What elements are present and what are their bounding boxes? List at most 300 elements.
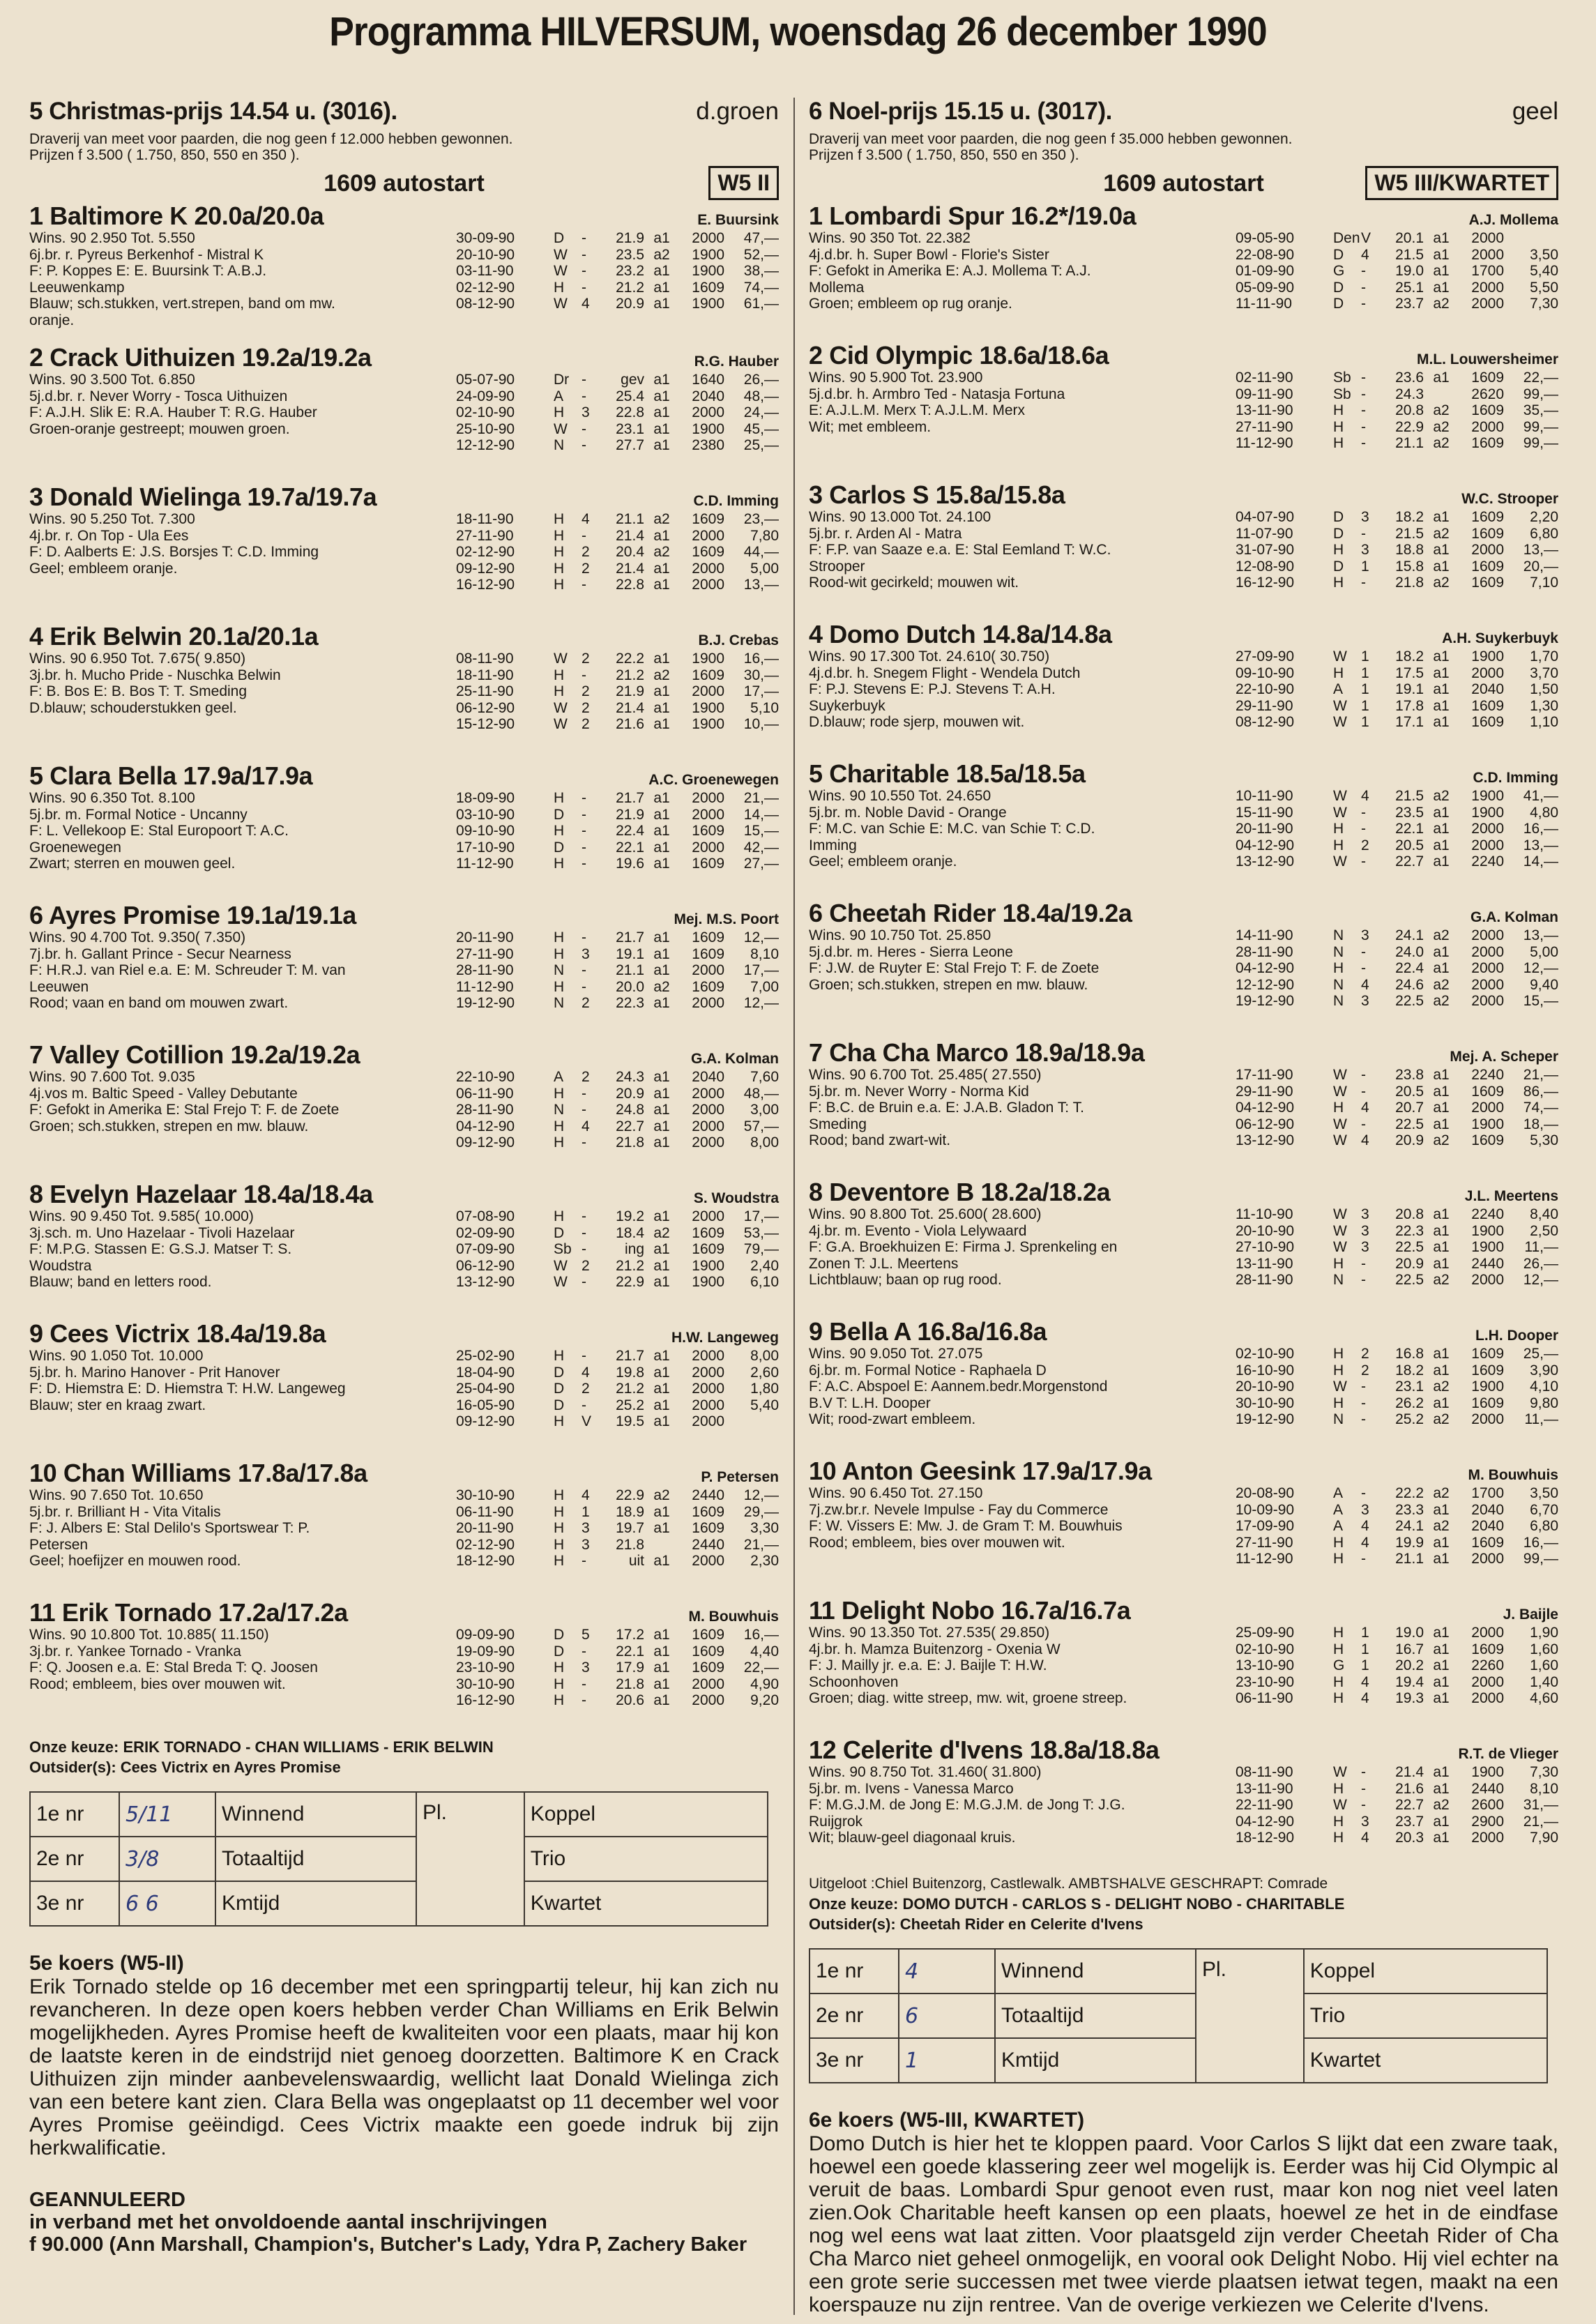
horse-info-line: Groen; embleem op rug oranje. — [809, 296, 1012, 312]
result-cell: - — [1361, 853, 1366, 869]
result-row — [456, 230, 779, 247]
result-cell: W — [554, 296, 568, 312]
result-cell: 08-12-90 — [1236, 714, 1295, 730]
result-cell: - — [1361, 960, 1366, 976]
horse-name: 4 Erik Belwin 20.1a/20.1a — [29, 622, 319, 651]
horse-info-line: 5j.br. m. Ivens - Vanessa Marco — [809, 1780, 1014, 1797]
result-cell: Dr — [554, 372, 570, 388]
result-cell: 13,— — [1523, 927, 1558, 943]
result-cell: a1 — [1433, 1083, 1450, 1100]
result-cell: - — [1361, 1395, 1366, 1411]
result-cell: H — [1333, 418, 1344, 435]
horse-info-line: 4j.d.br. h. Snegem Flight - Wendela Dutch — [809, 664, 1081, 681]
horse-details — [809, 509, 1558, 605]
result-cell: 1609 — [692, 856, 724, 872]
horse-entry — [809, 1736, 1558, 1860]
result-cell: 17,— — [743, 683, 779, 699]
horse-info-line: Lichtblauw; baan op rug rood. — [809, 1272, 1002, 1288]
result-cell: 03-10-90 — [456, 806, 515, 823]
result-cell: W — [1333, 1083, 1347, 1100]
result-cell: 1609 — [1471, 1132, 1504, 1148]
horse-info-line: F: F.P. van Saaze e.a. E: Stal Eemland T: W.C. — [809, 542, 1111, 558]
result-cell: V — [582, 1413, 592, 1429]
horse-info — [29, 1627, 455, 1692]
result-cell: a1 — [653, 1660, 670, 1676]
result-cell: 26.2 — [1395, 1395, 1424, 1411]
recent-results — [1236, 1764, 1558, 1846]
result-cell: a1 — [653, 230, 670, 246]
result-cell: H — [554, 1208, 565, 1224]
result-cell: H — [554, 683, 565, 699]
result-cell: 20,— — [1523, 558, 1558, 575]
column-divider — [793, 98, 795, 2315]
result-row — [1236, 927, 1558, 944]
result-row — [456, 263, 779, 280]
result-cell: N — [554, 1102, 565, 1118]
result-cell: - — [1361, 279, 1366, 296]
result-cell: 21.1 — [616, 962, 644, 978]
result-row — [456, 1643, 779, 1660]
result-cell: H — [554, 544, 565, 560]
result-cell: D — [1333, 279, 1344, 296]
result-cell: 4 — [1361, 1690, 1369, 1706]
result-cell: 22.2 — [616, 651, 644, 667]
horse-info-line: 7j.zw.br.r. Nevele Impulse - Fay du Commerce — [809, 1501, 1109, 1518]
race-conditions: Draverij van meet voor paarden, die nog geen f 12.000 hebben gewonnen. — [29, 131, 513, 147]
result-cell: a1 — [653, 962, 670, 978]
result-cell: N — [1333, 1411, 1344, 1427]
result-cell: 2000 — [692, 1102, 724, 1118]
result-cell: - — [1361, 263, 1366, 279]
result-cell: H — [554, 511, 565, 527]
result-cell — [1424, 386, 1459, 403]
horse-info-line: Smeding — [809, 1116, 867, 1132]
bet-type-label: Koppel — [524, 1792, 768, 1837]
result-cell: 28-11-90 — [1236, 1272, 1293, 1288]
result-cell: - — [582, 372, 586, 388]
horse-info-line: Zonen T: J.L. Meertens — [809, 1255, 959, 1272]
result-cell: 20.3 — [1395, 1830, 1424, 1846]
result-cell: a1 — [653, 856, 670, 872]
result-cell: 13-12-90 — [1236, 853, 1295, 869]
result-cell: 06-11-90 — [456, 1085, 514, 1102]
handwritten-number: 5/11 — [119, 1792, 215, 1837]
result-cell: 2000 — [692, 1118, 724, 1134]
result-row — [1236, 1518, 1558, 1535]
result-cell: 1700 — [1471, 263, 1504, 279]
result-cell: 2040 — [1471, 1518, 1504, 1534]
result-cell: - — [582, 1692, 586, 1708]
result-cell: 2240 — [1471, 1067, 1504, 1083]
result-cell: 22.9 — [616, 1487, 644, 1503]
betting-form — [809, 1948, 1548, 2083]
result-cell: 22.3 — [616, 995, 644, 1011]
recent-results — [456, 790, 779, 872]
result-cell: 3 — [1361, 1222, 1369, 1239]
result-cell: 22.5 — [1395, 1272, 1424, 1288]
horse-info-line: Wins. 90 350 Tot. 22.382 — [809, 230, 971, 246]
result-cell: a2 — [1433, 418, 1450, 435]
result-cell: 1609 — [1471, 1346, 1504, 1362]
result-cell: A — [1333, 681, 1344, 697]
result-cell: H — [1333, 1673, 1344, 1690]
result-row — [1236, 435, 1558, 452]
result-cell: 22.1 — [1395, 821, 1424, 837]
race-title: 6 Noel-prijs 15.15 u. (3017). — [809, 98, 1112, 125]
horse-entry — [29, 483, 779, 607]
result-cell: a1 — [653, 790, 670, 806]
result-cell: 04-07-90 — [1236, 509, 1295, 525]
result-cell: 18-09-90 — [456, 790, 515, 806]
result-cell: 09-12-90 — [456, 560, 515, 577]
result-cell: a1 — [653, 823, 670, 839]
result-cell: 2040 — [1471, 681, 1504, 697]
result-cell: 17.1 — [1395, 714, 1424, 730]
race-conditions: Prijzen f 3.500 ( 1.750, 850, 550 en 350 ). — [29, 147, 300, 163]
horse-info-line: Rood; embleem, bies over mouwen wit. — [29, 1676, 286, 1692]
result-cell: 2 — [582, 716, 590, 732]
result-cell: 24.1 — [1395, 1518, 1424, 1534]
result-cell: 2 — [582, 544, 590, 560]
horse-name: 7 Cha Cha Marco 18.9a/18.9a — [809, 1038, 1145, 1067]
result-cell: 18.2 — [1395, 509, 1424, 525]
result-cell: 1609 — [1471, 558, 1504, 575]
horse-info — [809, 1485, 1234, 1551]
result-cell: 23.7 — [1395, 1813, 1424, 1830]
result-cell: - — [1361, 296, 1366, 312]
result-cell: 2000 — [1471, 960, 1504, 976]
result-cell: 15-12-90 — [456, 716, 515, 732]
result-cell: - — [582, 1085, 586, 1102]
horse-trainer: G.A. Kolman — [690, 1051, 779, 1067]
result-cell: 2000 — [1471, 1411, 1504, 1427]
result-cell: a1 — [653, 929, 670, 945]
result-cell: 15.8 — [1395, 558, 1424, 575]
result-cell: 3,50 — [1530, 1485, 1558, 1501]
result-cell: 17.9 — [616, 1660, 644, 1676]
recent-results — [1236, 230, 1558, 312]
bet-type-label: Kwartet — [1304, 2038, 1547, 2083]
result-cell: 27-10-90 — [1236, 1239, 1295, 1255]
horse-trainer: M. Bouwhuis — [1468, 1467, 1558, 1483]
horse-name: 6 Cheetah Rider 18.4a/19.2a — [809, 899, 1132, 927]
result-cell: a2 — [1433, 525, 1450, 542]
result-cell: 20.5 — [1395, 1083, 1424, 1100]
result-cell: 22-10-90 — [1236, 681, 1295, 697]
horse-details — [29, 651, 779, 747]
result-row — [456, 1520, 779, 1537]
result-cell: 27-11-90 — [1236, 418, 1293, 435]
result-row — [1236, 821, 1558, 837]
result-cell: 25.2 — [616, 1397, 644, 1413]
result-cell: 3,30 — [750, 1520, 779, 1536]
result-row — [456, 683, 779, 700]
horse-trainer: C.D. Imming — [693, 493, 779, 509]
result-cell: - — [1361, 1379, 1366, 1395]
result-cell: 16,— — [743, 1627, 779, 1643]
horse-details — [29, 372, 779, 468]
result-cell: 17.5 — [1395, 664, 1424, 681]
result-row — [1236, 247, 1558, 264]
result-row — [456, 511, 779, 528]
result-cell: 28-11-90 — [1236, 943, 1293, 960]
horse-trainer: A.J. Mollema — [1468, 212, 1558, 228]
result-cell: 22.8 — [616, 404, 644, 420]
result-cell: W — [1333, 1239, 1347, 1255]
result-row — [456, 979, 779, 996]
result-cell: 1609 — [692, 667, 724, 683]
horse-info-line: Rood; band zwart-wit. — [809, 1132, 951, 1148]
result-cell: 11,— — [1524, 1411, 1558, 1427]
result-row — [1236, 1830, 1558, 1846]
result-cell: 1900 — [692, 246, 724, 263]
result-row — [456, 1627, 779, 1643]
horse-info-line: 4j.br. m. Evento - Viola Lelywaard — [809, 1222, 1027, 1239]
result-cell: a1 — [1433, 370, 1450, 386]
result-cell: 2000 — [692, 962, 724, 978]
result-cell: H — [1333, 1362, 1344, 1379]
result-cell: 19.0 — [1395, 1625, 1424, 1641]
result-cell: a1 — [1433, 821, 1450, 837]
result-cell: 20-10-90 — [1236, 1222, 1295, 1239]
result-cell: 57,— — [743, 1118, 779, 1134]
result-cell: - — [1361, 1780, 1366, 1797]
result-cell: W — [1333, 697, 1347, 714]
result-cell: a1 — [653, 1520, 670, 1536]
result-cell: 24-09-90 — [456, 388, 515, 404]
result-cell: W — [554, 716, 568, 732]
cancelled-reason: in verband met het onvoldoende aantal inschrijvingen — [29, 2211, 547, 2233]
result-cell: 1609 — [692, 1643, 724, 1660]
result-cell: 04-12-90 — [1236, 837, 1295, 853]
result-row — [456, 1208, 779, 1225]
result-cell: W — [1333, 1222, 1347, 1239]
bet-field-label: Totaaltijd — [995, 1993, 1196, 2038]
bet-field-label: Kmtijd — [995, 2038, 1196, 2083]
result-cell: a2 — [1433, 1132, 1450, 1148]
result-row — [1236, 1067, 1558, 1084]
result-cell: 2,40 — [750, 1257, 779, 1274]
result-cell: a1 — [1433, 943, 1450, 960]
horse-trainer: L.H. Dooper — [1475, 1328, 1558, 1344]
result-cell: 4 — [1361, 1534, 1369, 1551]
result-cell: 2000 — [1471, 821, 1504, 837]
horse-info-line: Petersen — [29, 1536, 89, 1553]
result-cell: 2000 — [692, 1208, 724, 1224]
result-cell: 25-04-90 — [456, 1381, 515, 1397]
result-cell: 30-10-90 — [1236, 1395, 1295, 1411]
bet-field-label: Kmtijd — [215, 1881, 416, 1926]
race-color: d.groen — [696, 98, 779, 125]
result-cell: 2000 — [692, 1397, 724, 1413]
horse-info — [809, 648, 1234, 731]
result-cell: 13,— — [1523, 542, 1558, 558]
result-cell: a1 — [1433, 509, 1450, 525]
result-cell: 2440 — [1471, 1780, 1504, 1797]
result-cell: 2000 — [1471, 927, 1504, 943]
result-cell: a1 — [653, 263, 670, 279]
result-row — [456, 544, 779, 561]
result-cell: D — [554, 1397, 565, 1413]
result-cell: 1 — [1361, 558, 1369, 575]
result-cell: a1 — [1433, 804, 1450, 821]
result-cell: a1 — [1433, 960, 1450, 976]
result-cell: 23,— — [743, 511, 779, 527]
result-cell: 08-11-90 — [1236, 1764, 1293, 1780]
autostart-label: 1609 autostart — [1103, 170, 1264, 197]
result-cell: 2 — [1361, 1362, 1369, 1379]
result-cell: a1 — [653, 1364, 670, 1381]
result-cell: 1900 — [692, 263, 724, 279]
result-cell: - — [582, 1224, 586, 1241]
result-cell: 1,70 — [1530, 648, 1558, 664]
result-cell: 20-10-90 — [456, 246, 515, 263]
result-cell: a1 — [653, 1085, 670, 1102]
horse-info-line: 5j.d.br. r. Never Worry - Tosca Uithuizen — [29, 388, 288, 404]
result-cell: 5,00 — [750, 560, 779, 577]
result-cell: 23.8 — [1395, 1067, 1424, 1083]
result-cell: 02-10-90 — [1236, 1346, 1295, 1362]
result-cell: 12,— — [743, 929, 779, 945]
result-cell: 2 — [1361, 837, 1369, 853]
result-cell: 13,— — [1523, 837, 1558, 853]
result-cell: 6,70 — [1530, 1501, 1558, 1518]
horse-entry — [29, 1320, 779, 1444]
result-cell: A — [554, 388, 564, 404]
result-cell: W — [554, 651, 568, 667]
race-header — [29, 98, 779, 131]
result-cell: 19-12-90 — [1236, 1411, 1295, 1427]
result-cell: H — [554, 929, 565, 945]
result-cell: a1 — [1433, 246, 1450, 263]
result-cell: 7,30 — [1530, 296, 1558, 312]
result-cell: D — [1333, 558, 1344, 575]
result-cell: 1609 — [692, 978, 724, 995]
race-conditions: Draverij van meet voor paarden, die nog geen f 35.000 hebben gewonnen. — [809, 131, 1293, 147]
result-cell: 4 — [1361, 246, 1369, 263]
result-cell: a2 — [653, 246, 670, 263]
result-cell: 1 — [1361, 697, 1369, 714]
result-row — [1236, 788, 1558, 805]
result-cell: 3 — [1361, 1206, 1369, 1222]
result-cell: - — [1361, 575, 1366, 591]
result-cell: 21.7 — [616, 790, 644, 806]
result-row — [1236, 419, 1558, 436]
result-cell: 19.1 — [616, 945, 644, 962]
result-cell: a1 — [1433, 542, 1450, 558]
result-cell: 1609 — [1471, 1534, 1504, 1551]
result-cell: 3,70 — [1530, 664, 1558, 681]
result-cell: 1900 — [1471, 1222, 1504, 1239]
result-cell: 2620 — [1471, 386, 1504, 402]
horse-trainer: A.H. Suykerbuyk — [1442, 630, 1558, 646]
result-cell: 2260 — [1471, 1657, 1504, 1673]
horse-info — [29, 651, 455, 716]
betting-form — [29, 1791, 768, 1927]
result-cell: 06-11-90 — [456, 1503, 514, 1520]
result-cell: 2000 — [1471, 1100, 1504, 1116]
result-row — [456, 790, 779, 807]
result-cell: a1 — [1433, 697, 1450, 714]
result-cell: Sb — [1333, 386, 1351, 402]
result-cell: 1609 — [692, 945, 724, 962]
result-cell: - — [582, 1134, 586, 1150]
autostart-label: 1609 autostart — [324, 170, 485, 197]
horse-name: 8 Deventore B 18.2a/18.2a — [809, 1178, 1111, 1206]
result-cell: a2 — [653, 544, 670, 560]
result-row — [456, 929, 779, 946]
result-cell — [1504, 230, 1558, 247]
result-cell: 2 — [582, 1257, 590, 1274]
result-cell: 1609 — [692, 823, 724, 839]
result-cell: 22,— — [1523, 370, 1558, 386]
result-cell: 1609 — [1471, 370, 1504, 386]
result-cell: H — [554, 279, 565, 296]
result-cell: D — [554, 839, 565, 856]
result-cell: a2 — [1433, 1485, 1450, 1501]
result-cell: 53,— — [743, 1224, 779, 1241]
result-cell: 27-11-90 — [456, 527, 514, 544]
result-cell: 12-08-90 — [1236, 558, 1295, 575]
horse-details — [29, 1348, 779, 1444]
result-cell: 2000 — [1471, 1830, 1504, 1846]
result-cell: 1609 — [692, 1503, 724, 1520]
horse-details — [29, 1208, 779, 1305]
horse-trainer: S. Woudstra — [693, 1190, 779, 1206]
result-cell: 16-12-90 — [456, 1692, 515, 1708]
horse-details — [29, 1627, 779, 1723]
result-cell: a1 — [653, 372, 670, 388]
result-cell: 17-11-90 — [1236, 1067, 1293, 1083]
result-cell: - — [582, 839, 586, 856]
result-cell: 2 — [582, 683, 590, 699]
result-cell: a1 — [1433, 648, 1450, 664]
result-cell: - — [582, 1274, 586, 1290]
result-cell: H — [554, 1503, 565, 1520]
result-row — [1236, 1657, 1558, 1674]
result-row — [1236, 665, 1558, 682]
result-cell: H — [554, 1660, 565, 1676]
result-cell: A — [1333, 1485, 1344, 1501]
result-cell: H — [1333, 435, 1344, 451]
result-cell: 3,50 — [1530, 246, 1558, 263]
result-cell: 4,40 — [750, 1643, 779, 1660]
result-cell: 21.8 — [616, 1134, 644, 1150]
horse-info-line: Wins. 90 9.050 Tot. 27.075 — [809, 1346, 983, 1362]
result-cell: 42,— — [743, 839, 779, 856]
result-cell: 3,90 — [1530, 1362, 1558, 1379]
result-cell: 4,10 — [1530, 1379, 1558, 1395]
our-choice: Onze keuze: ERIK TORNADO - CHAN WILLIAMS - ERIK BELWIN — [29, 1738, 494, 1756]
result-row — [1236, 714, 1558, 731]
result-cell: 2000 — [1471, 664, 1504, 681]
result-cell: 13-11-90 — [1236, 1780, 1293, 1797]
result-row — [456, 1069, 779, 1086]
result-cell: H — [1333, 1690, 1344, 1706]
result-cell: 9,40 — [1530, 976, 1558, 993]
result-cell: - — [1361, 402, 1366, 418]
result-cell: 2000 — [692, 839, 724, 856]
result-cell: 26,— — [743, 372, 779, 388]
result-cell: 12,— — [743, 1487, 779, 1503]
bet-row-label: 3e nr — [30, 1881, 119, 1926]
result-cell: 2000 — [1471, 230, 1504, 246]
result-cell: a1 — [653, 1553, 670, 1569]
result-cell: a2 — [1433, 1797, 1450, 1813]
handwritten-number: 1 — [899, 2038, 995, 2083]
recent-results — [456, 651, 779, 733]
recent-results — [1236, 1625, 1558, 1707]
